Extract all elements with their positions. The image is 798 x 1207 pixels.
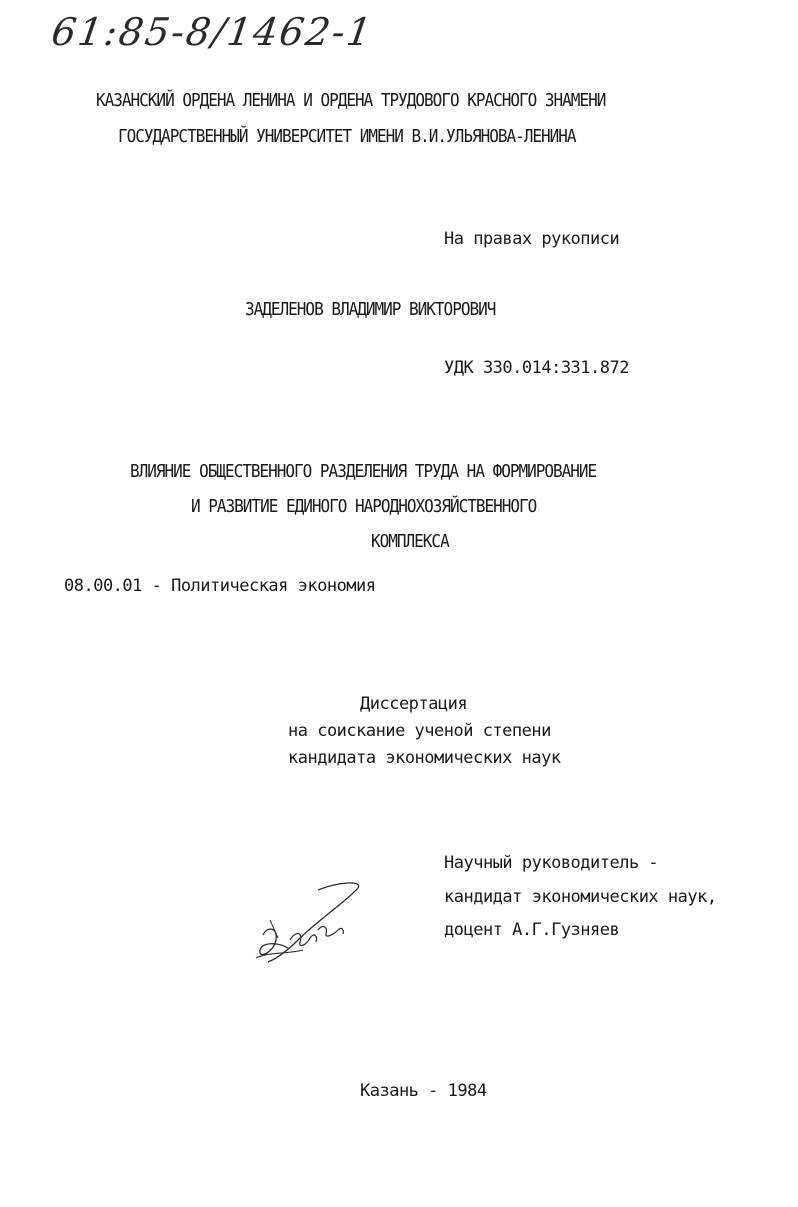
thesis-line-3: кандидата экономических наук	[288, 748, 561, 768]
place-and-year: Казань - 1984	[360, 1081, 487, 1101]
supervisor-line-2: кандидат экономических наук,	[444, 887, 717, 907]
supervisor-line-1: Научный руководитель -	[444, 853, 659, 873]
manuscript-note: На правах рукописи	[444, 229, 620, 249]
title-line-3: КОМПЛЕКСА	[371, 530, 449, 552]
udk-code: УДК 330.014:331.872	[444, 358, 629, 378]
supervisor-line-3: доцент А.Г.Гузняев	[444, 920, 620, 940]
title-line-1: ВЛИЯНИЕ ОБЩЕСТВЕННОГО РАЗДЕЛЕНИЯ ТРУДА НА ФОРМИРОВАНИЕ	[130, 460, 597, 482]
institution-line-1: КАЗАНСКИЙ ОРДЕНА ЛЕНИНА И ОРДЕНА ТРУДОВОГО КРАСНОГО ЗНАМЕНИ	[96, 89, 606, 111]
thesis-line-2: на соискание ученой степени	[288, 721, 551, 741]
institution-line-2: ГОСУДАРСТВЕННЫЙ УНИВЕРСИТЕТ ИМЕНИ В.И.УЛЬЯНОВА-ЛЕНИНА	[118, 125, 576, 147]
specialty-code: 08.00.01 - Политическая экономия	[64, 576, 376, 596]
title-line-2: И РАЗВИТИЕ ЕДИНОГО НАРОДНОХОЗЯЙСТВЕННОГО	[191, 495, 537, 517]
archive-code-handwritten: 61:85-8/1462-1	[48, 10, 377, 54]
author-name: ЗАДЕЛЕНОВ ВЛАДИМИР ВИКТОРОВИЧ	[245, 298, 496, 320]
thesis-line-1: Диссертация	[360, 694, 468, 714]
signature-scribble	[248, 880, 373, 970]
